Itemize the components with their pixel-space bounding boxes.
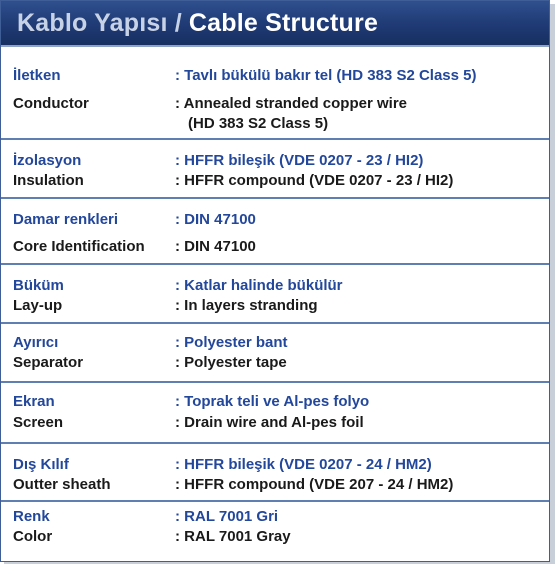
spec-label-tr: Ekran (13, 393, 55, 410)
spec-value-tr: : DIN 47100 (175, 211, 256, 228)
spec-value-en: : In layers stranding (175, 297, 318, 314)
spec-value-tr: : Katlar halinde bükülür (175, 277, 343, 294)
spec-label-tr: Büküm (13, 277, 64, 294)
card-shadow-right (550, 4, 555, 564)
spec-value-en: : Annealed stranded copper wire (175, 95, 407, 112)
spec-row-color (1, 502, 549, 552)
spec-label-en: Insulation (13, 172, 84, 189)
spec-value-en: : Polyester tape (175, 354, 287, 371)
spec-label-tr: Damar renkleri (13, 211, 119, 228)
spec-value-tr: : Polyester bant (175, 334, 288, 351)
spec-label-tr: İzolasyon (13, 152, 82, 169)
spec-label-en: Color (13, 528, 53, 545)
spec-value-en: : HFFR compound (VDE 0207 - 23 / HI2) (175, 172, 454, 189)
spec-label-en: Conductor (13, 95, 89, 112)
card-header (1, 1, 549, 47)
spec-value-en-continued: (HD 383 S2 Class 5) (188, 115, 329, 132)
spec-value-tr: : HFFR bileşik (VDE 0207 - 23 / HI2) (175, 152, 424, 169)
spec-value-en: : RAL 7001 Gray (175, 528, 291, 545)
spec-label-tr: İletken (13, 67, 61, 84)
spec-label-tr: Ayırıcı (13, 334, 59, 351)
spec-value-tr: : Toprak teli ve Al-pes folyo (175, 393, 370, 410)
spec-value-en: : HFFR compound (VDE 207 - 24 / HM2) (175, 476, 454, 493)
spec-label-tr: Dış Kılıf (13, 456, 69, 473)
spec-value-tr: : RAL 7001 Gri (175, 508, 279, 525)
spec-value-en: : Drain wire and Al-pes foil (175, 414, 364, 431)
header-title-english: Cable Structure (188, 8, 379, 37)
spec-label-en: Separator (13, 354, 84, 371)
spec-row-outer-sheath (1, 444, 549, 502)
spec-row-screen (1, 383, 549, 444)
spec-row-separator (1, 324, 549, 383)
spec-value-tr: : Tavlı bükülü bakır tel (HD 383 S2 Class 5) (175, 67, 477, 84)
spec-row-insulation (1, 140, 549, 199)
spec-row-conductor (1, 47, 549, 140)
spec-row-core-identification (1, 199, 549, 265)
spec-value-en: : DIN 47100 (175, 238, 256, 255)
spec-label-en: Core Identification (13, 238, 145, 255)
spec-row-lay-up (1, 265, 549, 324)
spec-label-tr: Renk (13, 508, 50, 525)
spec-label-en: Outter sheath (13, 476, 111, 493)
header-title-turkish: Kablo Yapısı / (17, 8, 182, 37)
spec-label-en: Lay-up (13, 297, 63, 314)
spec-value-tr: : HFFR bileşik (VDE 0207 - 24 / HM2) (175, 456, 432, 473)
spec-label-en: Screen (13, 414, 64, 431)
